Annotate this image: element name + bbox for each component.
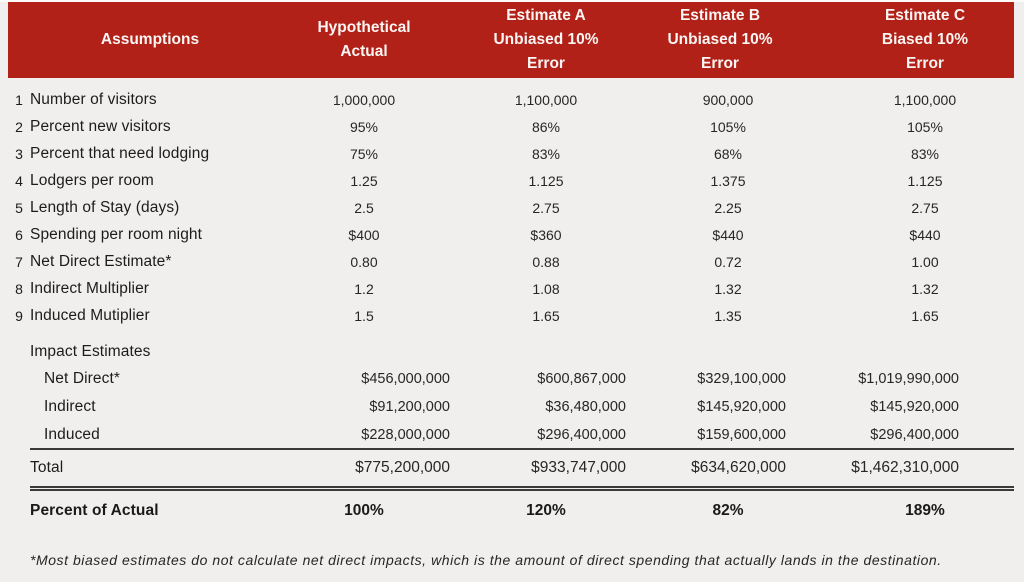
- value-hypothetical-actual: 75%: [349, 145, 379, 162]
- value-hypothetical-actual: 1.5: [354, 307, 374, 324]
- value-hypothetical-actual: 1,000,000: [332, 91, 396, 108]
- table-row-spending-per-room-night: [8, 221, 1014, 248]
- value-estimate-b: 1.32: [714, 280, 742, 297]
- value-estimate-b: 82%: [712, 502, 744, 519]
- row-number-cell: 8: [15, 280, 23, 297]
- value-estimate-c: 1.125: [907, 172, 943, 189]
- value-hypothetical-actual: $228,000,000: [270, 421, 458, 449]
- value-estimate-a: 86%: [531, 118, 561, 135]
- value-hypothetical-actual: 0.80: [350, 253, 378, 270]
- value-estimate-b: $634,620,000: [634, 449, 806, 488]
- value-estimate-c: 83%: [910, 145, 940, 162]
- value-estimate-b: $159,600,000: [634, 421, 806, 449]
- spacer-row: [8, 488, 1014, 496]
- value-estimate-a: 120%: [526, 502, 566, 519]
- value-estimate-c: 105%: [907, 118, 943, 135]
- value-estimate-a: $296,400,000: [458, 421, 634, 449]
- value-estimate-c: 1.00: [911, 253, 939, 270]
- value-estimate-c: $296,400,000: [806, 421, 1014, 449]
- value-estimate-a: [458, 329, 634, 365]
- value-estimate-b: 2.25: [714, 199, 742, 216]
- value-estimate-a: $933,747,000: [458, 449, 634, 488]
- row-number-cell: [8, 449, 30, 488]
- value-hypothetical-actual: 100%: [344, 502, 384, 519]
- row-label: Impact Estimates: [30, 342, 151, 360]
- row-label: Lodgers per room: [30, 171, 154, 189]
- header-estimate-b: Estimate B Unbiased 10% Error: [634, 2, 806, 78]
- value-estimate-c: [806, 329, 1014, 365]
- row-number-cell: 9: [15, 307, 23, 324]
- spacer-cell: [8, 78, 1014, 86]
- spacer-row: [8, 78, 1014, 86]
- value-estimate-c: 1.32: [911, 280, 939, 297]
- value-estimate-c: $440: [909, 226, 941, 243]
- value-estimate-b: $329,100,000: [697, 371, 786, 387]
- row-label: Net Direct*: [44, 370, 121, 387]
- row-number-cell: [8, 393, 30, 421]
- row-number-cell: [8, 365, 30, 393]
- table-row-indirect: [8, 393, 1014, 421]
- table-row-net-direct-estimate: [8, 248, 1014, 275]
- value-estimate-b: 0.72: [714, 253, 742, 270]
- value-hypothetical-actual: $400: [348, 226, 380, 243]
- table-row-indirect-multiplier: [8, 275, 1014, 302]
- row-number-cell: 6: [15, 226, 23, 243]
- value-estimate-c: $1,019,990,000: [858, 371, 959, 387]
- value-estimate-c: 189%: [905, 502, 945, 519]
- table-header: [8, 2, 1014, 78]
- value-estimate-a: 1.65: [532, 307, 560, 324]
- row-label: Length of Stay (days): [30, 198, 180, 216]
- row-number-cell: 5: [15, 199, 23, 216]
- row-number-cell: 2: [15, 118, 23, 135]
- value-estimate-c: 2.75: [911, 199, 939, 216]
- value-estimate-a: $600,867,000: [537, 371, 626, 387]
- value-hypothetical-actual: 2.5: [354, 199, 374, 216]
- row-label: Induced Mutiplier: [30, 306, 150, 324]
- value-estimate-a: 1,100,000: [514, 91, 578, 108]
- table-row-percent-that-need-lodging: [8, 140, 1014, 167]
- value-estimate-b: [634, 329, 806, 365]
- table-row-percent-of-actual: [8, 496, 1014, 526]
- table-row-length-of-stay-days: [8, 194, 1014, 221]
- value-estimate-a: 1.08: [532, 280, 560, 297]
- row-label: Indirect Multiplier: [30, 279, 150, 297]
- value-estimate-b: 900,000: [702, 91, 754, 108]
- row-number-cell: [8, 421, 30, 449]
- table-row-percent-new-visitors: [8, 113, 1014, 140]
- table-row-induced-mutiplier: [8, 302, 1014, 329]
- value-estimate-c: 1,100,000: [893, 91, 957, 108]
- spacer-cell: [8, 488, 1014, 496]
- table-row-number-of-visitors: [8, 86, 1014, 113]
- value-estimate-c: 1.65: [911, 307, 939, 324]
- value-estimate-c: $145,920,000: [870, 399, 959, 415]
- value-estimate-a: 2.75: [532, 199, 560, 216]
- value-estimate-b: 1.35: [714, 307, 742, 324]
- value-hypothetical-actual: $91,200,000: [369, 399, 450, 415]
- value-estimate-c: $1,462,310,000: [806, 449, 1014, 488]
- value-hypothetical-actual: 1.2: [354, 280, 374, 297]
- row-label: Percent that need lodging: [30, 144, 210, 162]
- row-number-cell: [8, 496, 30, 526]
- value-estimate-b: 1.375: [710, 172, 746, 189]
- table-row-lodgers-per-room: [8, 167, 1014, 194]
- row-label: Indirect: [44, 398, 96, 415]
- table-row-impact-estimates: [8, 329, 1014, 365]
- value-estimate-a: $360: [530, 226, 562, 243]
- value-estimate-a: 83%: [531, 145, 561, 162]
- header-gutter-cell: [8, 2, 30, 78]
- value-hypothetical-actual: $456,000,000: [361, 371, 450, 387]
- value-estimate-b: $145,920,000: [697, 399, 786, 415]
- row-number-cell: 3: [15, 145, 23, 162]
- value-estimate-b: $440: [712, 226, 744, 243]
- value-estimate-b: 68%: [713, 145, 743, 162]
- header-assumptions: Assumptions: [30, 2, 270, 78]
- row-label: Percent of Actual: [30, 502, 159, 519]
- value-hypothetical-actual: $775,200,000: [270, 449, 458, 488]
- row-label: Number of visitors: [30, 90, 157, 108]
- row-number-cell: [8, 329, 30, 365]
- row-label: Net Direct Estimate*: [30, 252, 172, 270]
- row-number-cell: 4: [15, 172, 23, 189]
- header-estimate-a: Estimate A Unbiased 10% Error: [458, 2, 634, 78]
- value-estimate-b: 105%: [710, 118, 746, 135]
- row-number-cell: 1: [15, 91, 23, 108]
- header-hypothetical-actual: Hypothetical Actual: [270, 2, 458, 78]
- table-row-total: [8, 449, 1014, 488]
- table-row-induced: [8, 421, 1014, 449]
- header-row: [8, 2, 1014, 78]
- value-estimate-a: 0.88: [532, 253, 560, 270]
- value-estimate-a: $36,480,000: [545, 399, 626, 415]
- table-body: [8, 78, 1014, 526]
- value-hypothetical-actual: [270, 329, 458, 365]
- value-hypothetical-actual: 95%: [349, 118, 379, 135]
- value-estimate-a: 1.125: [528, 172, 564, 189]
- header-estimate-c: Estimate C Biased 10% Error: [806, 2, 1014, 78]
- row-label: Percent new visitors: [30, 117, 171, 135]
- row-number-cell: 7: [15, 253, 23, 270]
- row-label: Total: [30, 449, 270, 488]
- row-label: Spending per room night: [30, 225, 203, 243]
- impact-estimates-table: [8, 2, 1014, 526]
- table-row-net-direct: [8, 365, 1014, 393]
- row-label: Induced: [30, 421, 270, 449]
- footnote: *Most biased estimates do not calculate net direct impacts, which is the amount of direct spending that actually lands in the destination.: [30, 552, 942, 568]
- value-hypothetical-actual: 1.25: [350, 172, 378, 189]
